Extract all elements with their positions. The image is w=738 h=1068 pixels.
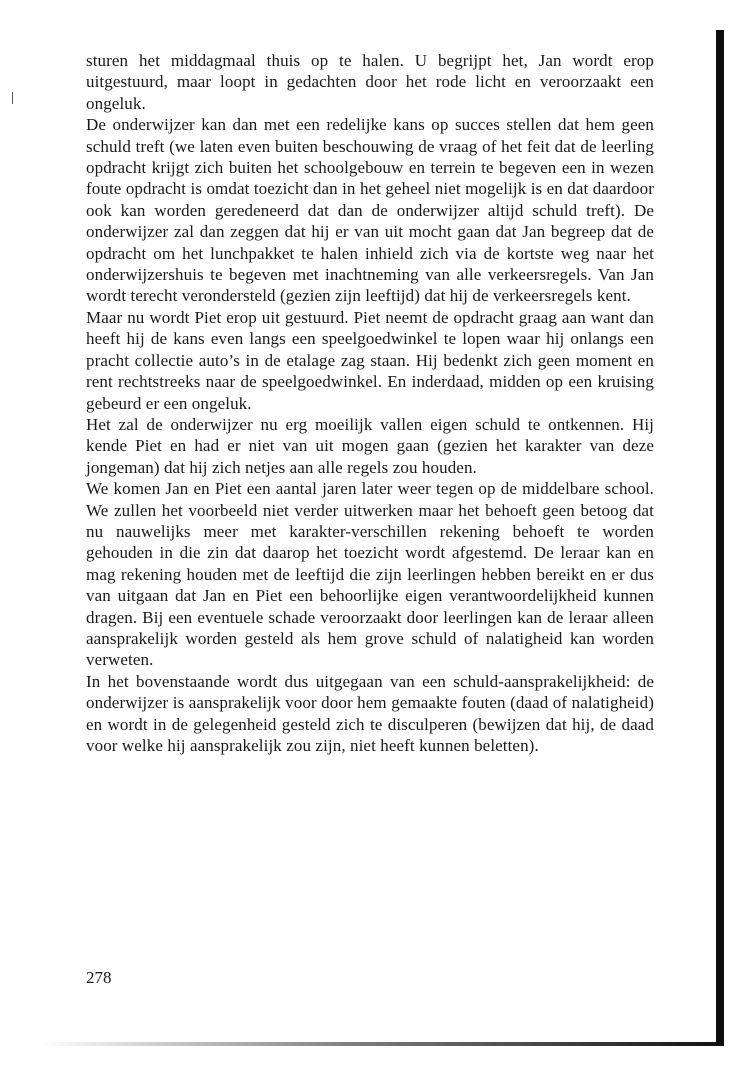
- page-edge-shadow-bottom: [40, 1042, 724, 1046]
- margin-mark: [12, 92, 13, 104]
- paragraph-4: Het zal de onderwijzer nu erg moeilijk vallen eigen schuld te ontkennen. Hij kende Piet en had er niet van uit mogen gaan (gezien het karakter van deze jongeman) dat hij zich netjes aan alle regels zou houden.: [86, 414, 654, 477]
- page-number: 278: [86, 968, 112, 987]
- paragraph-5: We komen Jan en Piet een aantal jaren later weer tegen op de middelbare school. We zullen het voorbeeld niet verder uitwerken maar het behoeft geen betoog dat nu nauwelijks meer met karakter-verschillen rekening behoeft te worden gehouden in die zin dat daarop het toezicht wordt afgestemd. De leraar kan en mag rekening houden met de leeftijd die zijn leerlingen hebben bereikt en er dus van uitgaan dat Jan en Piet een behoorlijke eigen verantwoordelijkheid kunnen dragen. Bij een eventuele schade veroorzaakt door leerlingen kan de leraar alleen aansprakelijk worden gesteld als hem grove schuld of nalatigheid kan worden verweten.: [86, 479, 654, 670]
- paragraph-3: Maar nu wordt Piet erop uit gestuurd. Piet neemt de opdracht graag aan want dan heeft hij de kans even langs een speelgoedwinkel te lopen waar hij onlangs een pracht collectie auto’s in de etalage zag staan. Hij bedenkt zich geen moment en rent rechtstreeks naar de speelgoedwinkel. En inderdaad, midden op een kruising gebeurd er een ongeluk.: [86, 307, 654, 413]
- paragraph-6: In het bovenstaande wordt dus uitgegaan van een schuld-aansprakelijkheid: de onderwijzer is aansprakelijk voor door hem gemaakte fouten (daad of nalatigheid) en wordt in de gelegenheid gesteld zich te disculperen (bewijzen dat hij, de daad voor welke hij aansprakelijk zou zijn, niet heeft kunnen beletten).: [86, 671, 654, 755]
- paragraph-2: De onderwijzer kan dan met een redelijke kans op succes stellen dat hem geen schuld treft (we laten even buiten beschouwing de vraag of het feit dat de leerling opdracht krijgt zich buiten het schoolgebouw en terrein te begeven een in wezen foute opdracht is omdat toezicht dan in het geheel niet mogelijk is en dat daardoor ook kan worden geredeneerd dat dan de onderwijzer altijd schuld treft). De onderwijzer zal dan zeggen dat hij er van uit mocht gaan dat Jan begreep dat de opdracht om het lunchpakket te halen inhield zich via de kortste weg naar het onderwijzershuis te begeven met inachtneming van alle verkeersregels. Van Jan wordt terecht verondersteld (gezien zijn leeftijd) dat hij de verkeersregels kent.: [86, 115, 654, 306]
- paragraph-1: sturen het middagmaal thuis op te halen. U begrijpt het, Jan wordt erop uitgestuurd, maar loopt in gedachten door het rode licht en veroorzaakt een ongeluk.: [86, 51, 654, 113]
- body-text: [86, 50, 654, 756]
- page-edge-shadow-right: [716, 30, 724, 1046]
